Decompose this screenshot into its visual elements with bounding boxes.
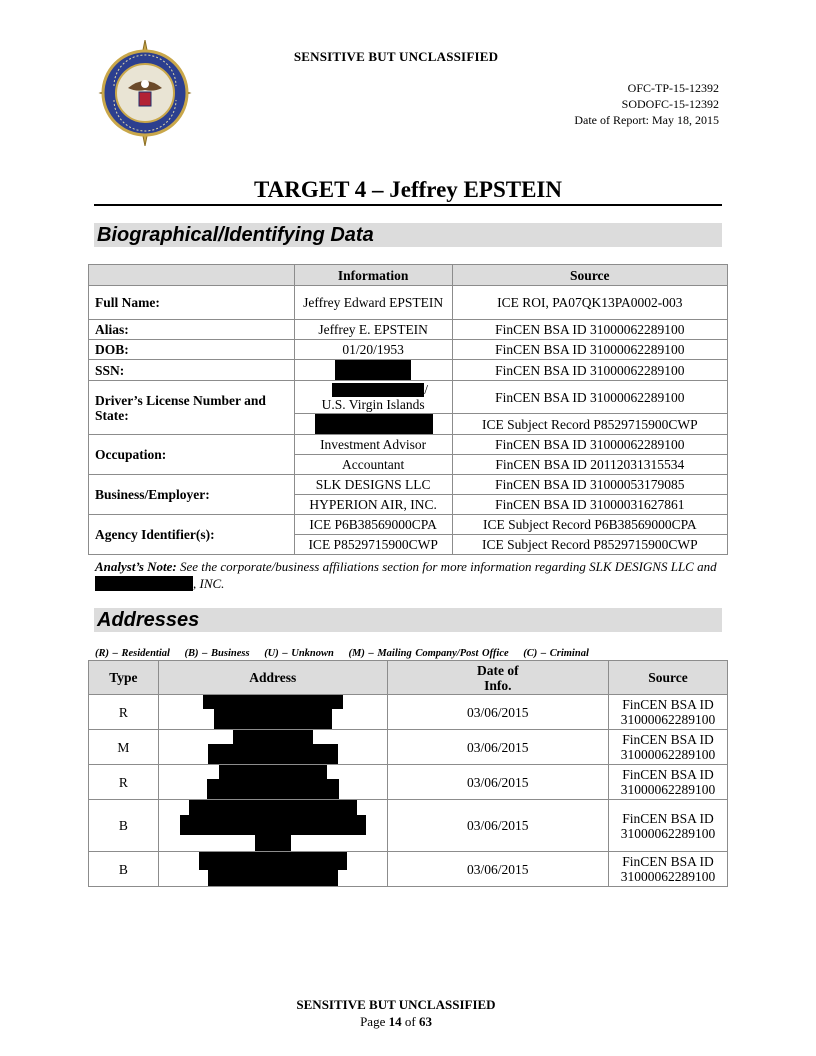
redaction-block: [207, 779, 339, 799]
dl-separator: /: [424, 382, 429, 397]
redaction-block: [189, 800, 357, 815]
legend-item: (C) – Criminal: [523, 648, 589, 659]
row-source: ICE Subject Record P8529715900CWP: [452, 535, 727, 555]
row-source: FinCEN BSA ID 31000053179085: [452, 475, 727, 495]
address-cell: [158, 695, 387, 730]
row-label: Business/Employer:: [89, 475, 295, 515]
row-info: Investment Advisor: [294, 435, 452, 455]
table-row: [89, 765, 728, 800]
row-info: Accountant: [294, 455, 452, 475]
row-source: FinCEN BSA ID 31000062289100: [452, 381, 727, 414]
row-info: [294, 381, 452, 414]
address-date: 03/06/2015: [387, 695, 608, 730]
redaction-block: [203, 695, 343, 709]
row-source: FinCEN BSA ID 31000062289100: [452, 360, 727, 381]
analyst-note-suffix: , INC.: [193, 576, 225, 591]
bio-section-heading: Biographical/Identifying Data: [94, 223, 722, 247]
sod-case-number: SODOFC-15-12392: [621, 97, 719, 111]
row-info: [294, 414, 452, 435]
address-type: B: [89, 852, 159, 887]
table-row: [89, 435, 728, 455]
header-address: Address: [158, 661, 387, 695]
address-source: FinCEN BSA ID 31000062289100: [608, 800, 727, 852]
row-source: FinCEN BSA ID 31000062289100: [452, 340, 727, 360]
legend-item: (R) – Residential: [95, 648, 170, 659]
row-source: FinCEN BSA ID 31000062289100: [452, 435, 727, 455]
header-source: Source: [608, 661, 727, 695]
page-title: TARGET 4 – Jeffrey EPSTEIN: [254, 177, 562, 202]
row-info: Jeffrey E. EPSTEIN: [294, 320, 452, 340]
row-source: FinCEN BSA ID 20112031315534: [452, 455, 727, 475]
bio-table: [88, 264, 728, 555]
table-row: [89, 730, 728, 765]
address-type-legend: [95, 648, 600, 659]
redaction-block: [95, 576, 193, 591]
report-date: Date of Report: May 18, 2015: [574, 113, 719, 127]
address-date: 03/06/2015: [387, 765, 608, 800]
redaction-block: [255, 835, 291, 851]
row-source: FinCEN BSA ID 31000031627861: [452, 495, 727, 515]
row-label: Alias:: [89, 320, 295, 340]
page-number: Page 14 of 63: [360, 1014, 432, 1029]
table-row: [89, 475, 728, 495]
header-information: Information: [294, 265, 452, 286]
row-info: HYPERION AIR, INC.: [294, 495, 452, 515]
row-info: SLK DESIGNS LLC: [294, 475, 452, 495]
row-label: Driver’s License Number and State:: [89, 381, 295, 435]
row-label: Agency Identifier(s):: [89, 515, 295, 555]
row-info: ICE P8529715900CWP: [294, 535, 452, 555]
row-info: 01/20/1953: [294, 340, 452, 360]
redaction-block: [208, 744, 338, 764]
address-source: FinCEN BSA ID 31000062289100: [608, 765, 727, 800]
address-cell: [158, 852, 387, 887]
table-row: [89, 381, 728, 414]
row-label: Full Name:: [89, 286, 295, 320]
redaction-block: [199, 852, 347, 870]
table-row: [89, 320, 728, 340]
dl-state: U.S. Virgin Islands: [321, 396, 425, 412]
redaction-block: [219, 765, 327, 779]
report-references: [574, 80, 719, 128]
analyst-note: [95, 558, 735, 592]
header-date: Date of Info.: [387, 661, 608, 695]
address-cell: [158, 730, 387, 765]
redaction-block: [335, 360, 411, 380]
legend-item: (M) – Mailing Company/Post Office: [348, 648, 509, 659]
row-source: ICE Subject Record P8529715900CWP: [452, 414, 727, 435]
addresses-section-heading: Addresses: [94, 608, 722, 632]
analyst-note-label: Analyst’s Note:: [95, 559, 177, 574]
redaction-block: [315, 414, 433, 434]
row-info: ICE P6B38569000CPA: [294, 515, 452, 535]
address-cell: [158, 765, 387, 800]
address-source: FinCEN BSA ID 31000062289100: [608, 695, 727, 730]
header-blank: [89, 265, 295, 286]
legend-item: (U) – Unknown: [264, 648, 334, 659]
address-cell: [158, 800, 387, 852]
title-divider: [94, 204, 722, 206]
row-label: SSN:: [89, 360, 295, 381]
address-type: R: [89, 765, 159, 800]
classification-header: SENSITIVE BUT UNCLASSIFIED: [293, 49, 499, 64]
row-source: ICE ROI, PA07QK13PA0002-003: [452, 286, 727, 320]
address-date: 03/06/2015: [387, 800, 608, 852]
addresses-table: [88, 660, 728, 887]
redaction-block: [180, 815, 366, 835]
table-row: [89, 340, 728, 360]
table-header-row: [89, 661, 728, 695]
address-date: 03/06/2015: [387, 730, 608, 765]
row-source: ICE Subject Record P6B38569000CPA: [452, 515, 727, 535]
table-row: [89, 852, 728, 887]
table-row: [89, 800, 728, 852]
row-label: Occupation:: [89, 435, 295, 475]
classification-footer: SENSITIVE BUT UNCLASSIFIED: [296, 997, 496, 1012]
table-row: [89, 515, 728, 535]
row-info: [294, 360, 452, 381]
redaction-block: [332, 383, 424, 397]
analyst-note-text: See the corporate/business affiliations section for more information regarding SLK DESIGNS LLC and: [176, 559, 717, 574]
header-source: Source: [452, 265, 727, 286]
row-label: DOB:: [89, 340, 295, 360]
address-source: FinCEN BSA ID 31000062289100: [608, 852, 727, 887]
table-header-row: [89, 265, 728, 286]
current-page: 14: [388, 1014, 402, 1029]
address-type: M: [89, 730, 159, 765]
redaction-block: [214, 709, 332, 729]
header-type: Type: [89, 661, 159, 695]
total-pages: 63: [418, 1014, 432, 1029]
redaction-block: [208, 870, 338, 886]
redaction-block: [233, 730, 313, 744]
agency-seal-icon: [90, 40, 200, 146]
address-type: R: [89, 695, 159, 730]
row-info: Jeffrey Edward EPSTEIN: [294, 286, 452, 320]
table-row: [89, 360, 728, 381]
row-source: FinCEN BSA ID 31000062289100: [452, 320, 727, 340]
case-number: OFC-TP-15-12392: [627, 81, 719, 95]
address-type: B: [89, 800, 159, 852]
address-source: FinCEN BSA ID 31000062289100: [608, 730, 727, 765]
address-date: 03/06/2015: [387, 852, 608, 887]
table-row: [89, 286, 728, 320]
table-row: [89, 695, 728, 730]
legend-item: (B) – Business: [184, 648, 250, 659]
